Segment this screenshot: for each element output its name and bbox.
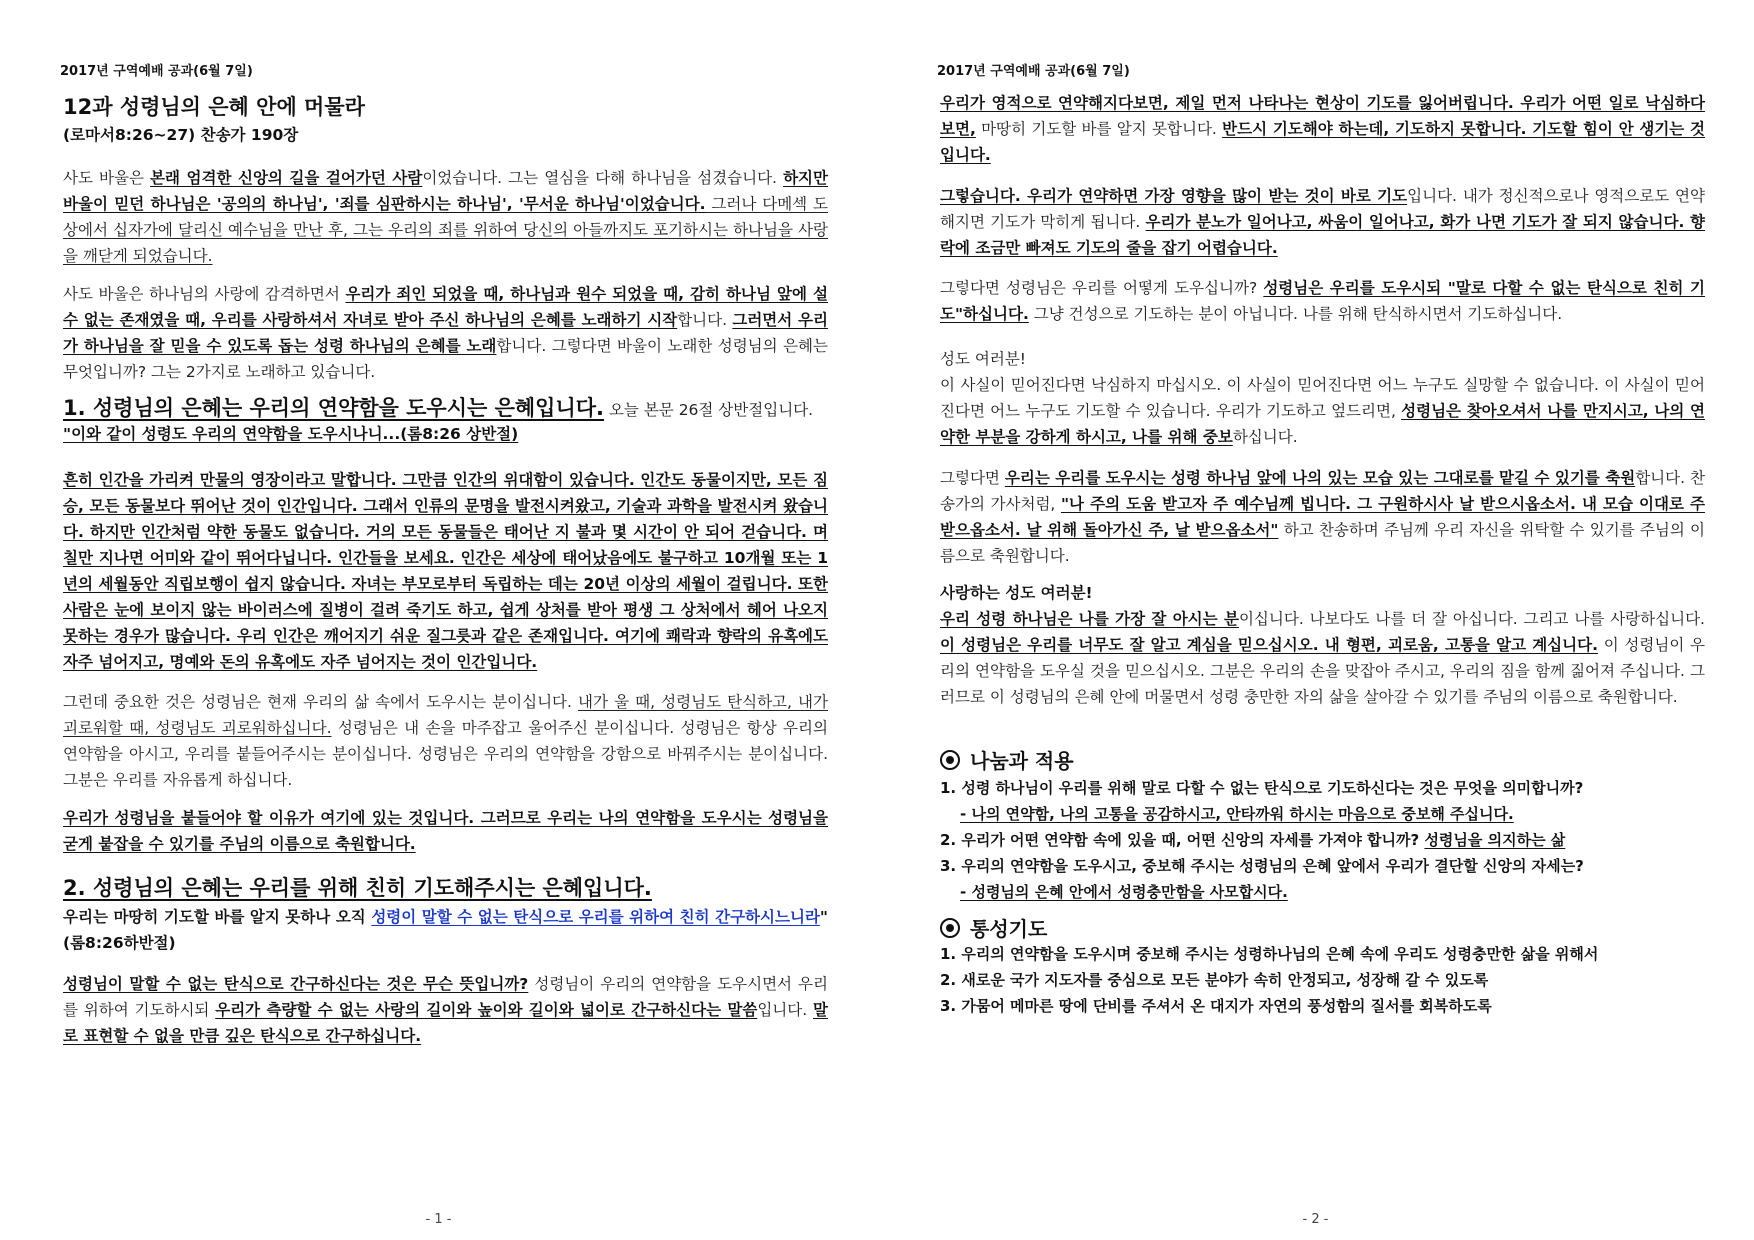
paragraph-2: 사도 바울은 하나님의 사랑에 감격하면서 우리가 죄인 되었을 때, 하나님과 원수 되었을 때, 감히 하나님 앞에 설 수 없는 존재였을 때, 우리를 사랑하셔서 자녀로 받아 주신 하나님의 은혜를 노래하기 시작합니다. 그러면서 우리가 하나님을 잘 믿을 수 있도록 돕는 성령 하나님의 은혜를 노래합니다. 그렇다면 바울이 노래한 성령님의 은혜는 무엇입니까? 그는 2가지로 노래하고 있습니다. bbox=[63, 285, 828, 381]
paragraph-3: 그렇다면 성령님은 우리를 어떻게 도우십니까? 성령님은 우리를 도우시되 "말로 다할 수 없는 탄식으로 친히 기도"하십니다. 그냥 건성으로 기도하는 분이 아닙니다. 나를 위해 탄식하시면서 기도하십니다. bbox=[940, 279, 1705, 323]
greeting: 성도 여러분! bbox=[940, 350, 1027, 368]
paragraph-5: 우리가 성령님을 붙들어야 할 이유가 여기에 있는 것입니다. 그러므로 우리는 나의 연약함을 도우시는 성령님을 굳게 붙잡을 수 있기를 주님의 이름으로 축원합니다. bbox=[63, 809, 828, 853]
target-circle-icon bbox=[940, 750, 960, 770]
page-number: - 1 - bbox=[425, 1212, 452, 1227]
page-header: 2017년 구역예배 공과(6월 7일) bbox=[60, 64, 253, 79]
document-page-2 bbox=[877, 0, 1754, 1240]
paragraph-3: 흔히 인간을 가리켜 만물의 영장이라고 말합니다. 그만큼 인간의 위대함이 있습니다. 인간도 동물이지만, 모든 짐승, 모든 동물보다 뛰어난 것이 인간입니다. 그래서 인류의 문명을 발전시켜왔고, 기술과 과학을 발전시켜 왔습니다. 하지만 인간처럼 약한 동물도 없습니다. 거의 모든 동물들은 태어난 지 불과 몇 시간이 안 되어 걷습니다. 며칠만 지나면 어미와 같이 뛰어다닙니다. 인간들을 보세요. 인간은 세상에 태어났음에도 불구하고 10개월 또는 1년의 세월동안 직립보행이 쉽지 않습니다. 자녀는 부모로부터 독립하는 데는 20년 이상의 세월이 걸립니다. 또한 사람은 눈에 보이지 않는 바이러스에 질병이 걸려 죽기도 하고, 쉽게 상처를 받아 평생 그 상처에서 헤어 나오지 못하는 경우가 많습니다. 우리 인간은 깨어지기 쉬운 질그릇과 같은 존재입니다. 여기에 쾌락과 향락의 유혹에도 자주 넘어지고, 명예와 돈의 유혹에도 자주 넘어지는 것이 인간입니다. bbox=[63, 471, 828, 671]
paragraph-4: 그런데 중요한 것은 성령님은 현재 우리의 삶 속에서 도우시는 분이십니다. 내가 울 때, 성령님도 탄식하고, 내가 괴로워할 때, 성령님도 괴로워하십니다. 성령님은 내 손을 마주잡고 울어주신 분이십니다. 성령님은 항상 우리의 연약함을 아시고, 우리를 붙들어주시는 분이십니다. 성령님은 우리의 연약함을 강함으로 바꿔주시는 분이십니다. 그분은 우리를 자유롭게 하십니다. bbox=[63, 693, 828, 789]
prayer-item: 2. 새로운 국가 지도자를 중심으로 모든 분야가 속히 안정되고, 성장해 갈 수 있도록 bbox=[940, 971, 1489, 989]
section-heading-1-text: 1. 성령님의 은혜는 우리의 연약함을 도우시는 은혜입니다. bbox=[63, 396, 605, 420]
section-heading-1: 1. 성령님의 은혜는 우리의 연약함을 도우시는 은혜입니다. 오늘 본문 26절 상반절입니다. bbox=[63, 396, 814, 420]
paragraph-5: 그렇다면 우리는 우리를 도우시는 성령 하나님 앞에 나의 있는 모습 있는 그대로를 맡길 수 있기를 축원합니다. 찬송가의 가사처럼, "나 주의 도움 받고자 주 예수님께 빕니다. 그 구원하시사 날 받으시옵소서. 내 모습 이대로 주 받으옵소서. 날 위해 돌아가신 주, 날 받으옵소서" 하고 찬송하며 주님께 우리 자신을 위탁할 수 있기를 주님의 이름으로 축원합니다. bbox=[940, 469, 1706, 565]
question-1: 1. 성령 하나님이 우리를 위해 말로 다할 수 없는 탄식으로 기도하신다는 것은 무엇을 의미합니까? bbox=[940, 779, 1584, 797]
paragraph-6: 사랑하는 성도 여러분! 우리 성령 하나님은 나를 가장 잘 아시는 분이십니다. 나보다도 나를 더 잘 아십니다. 그리고 나를 사랑하십니다. 이 성령님은 우리를 너무도 잘 알고 계심을 믿으십시오. 내 형편, 괴로움, 고통을 알고 계십니다. 이 성령님이 우리의 연약함을 도우실 것을 믿으십시오. 그분은 우리의 손을 맞잡아 주시고, 우리의 짐을 함께 짊어져 주십니다. 그러므로 이 성령님의 은혜 안에 머물면서 성령 충만한 자의 삶을 살아갈 수 있기를 주님의 이름으로 축원합니다. bbox=[940, 584, 1705, 706]
paragraph-6: 성령님이 말할 수 없는 탄식으로 간구하신다는 것은 무슨 뜻입니까? 성령님이 우리의 연약함을 도우시면서 우리를 위하여 기도하시되 우리가 측량할 수 없는 사랑의 길이와 높이와 길이와 넓이로 간구하신다는 말씀입니다. 말로 표현할 수 없을 만큼 깊은 탄식으로 간구하십니다. bbox=[63, 975, 829, 1045]
prayer-section-title: 통성기도 bbox=[940, 913, 1705, 942]
prayer-list bbox=[940, 941, 1705, 1019]
question-2: 2. 우리가 어떤 연약함 속에 있을 때, 어떤 신앙의 자세를 가져야 합니까? 성령님을 의지하는 삶 bbox=[940, 831, 1566, 849]
sharing-questions bbox=[940, 775, 1705, 905]
target-circle-icon bbox=[940, 918, 960, 938]
page-header: 2017년 구역예배 공과(6월 7일) bbox=[937, 64, 1130, 79]
page-number: - 2 - bbox=[1302, 1212, 1329, 1227]
greeting: 사랑하는 성도 여러분! bbox=[940, 584, 1093, 602]
answer-3: - 성령님의 은혜 안에서 성령충만함을 사모합시다. bbox=[960, 883, 1288, 901]
prayer-item: 3. 가뭄어 메마른 땅에 단비를 주셔서 온 대지가 자연의 풍성함의 질서를 회복하도록 bbox=[940, 997, 1492, 1015]
scripture-verse-2: 우리는 마땅히 기도할 바를 알지 못하나 오직 성령이 말할 수 없는 탄식으로 우리를 위하여 친히 간구하시느니라"(롬8:26하반절) bbox=[63, 908, 828, 952]
paragraph-2: 그렇습니다. 우리가 연약하면 가장 영향을 많이 받는 것이 바로 기도입니다. 내가 정신적으로나 영적으로도 연약해지면 기도가 막히게 됩니다. 우리가 분노가 일어나고, 싸움이 일어나고, 화가 나면 기도가 잘 되지 않습니다. 향락에 조금만 빠져도 기도의 줄을 잡기 어렵습니다. bbox=[940, 187, 1706, 257]
question-3: 3. 우리의 연약함을 도우시고, 중보해 주시는 성령님의 은혜 앞에서 우리가 결단할 신앙의 자세는? bbox=[940, 857, 1584, 875]
scripture-verse-1: "이와 같이 성령도 우리의 연약함을 도우시나니...(롬8:26 상반절) bbox=[63, 425, 519, 443]
prayer-item: 1. 우리의 연약함을 도우시며 중보해 주시는 성령하나님의 은혜 속에 우리도 성령충만한 삶을 위해서 bbox=[940, 945, 1599, 963]
section-heading-2: 2. 성령님의 은혜는 우리를 위해 친히 기도해주시는 은혜입니다. bbox=[63, 876, 652, 900]
sharing-section-title: 나눔과 적용 bbox=[940, 745, 1705, 774]
lesson-subtitle: (로마서8:26~27) 찬송가 190장 bbox=[63, 126, 299, 144]
lesson-title: 12과 성령님의 은혜 안에 머물라 bbox=[63, 95, 365, 119]
paragraph-1: 우리가 영적으로 연약해지다보면, 제일 먼저 나타나는 현상이 기도를 잃어버립니다. 우리가 어떤 일로 낙심하다보면, 마땅히 기도할 바를 알지 못합니다. 반드시 기도해야 하는데, 기도하지 못합니다. 기도할 힘이 안 생기는 것입니다. bbox=[940, 94, 1705, 164]
paragraph-4: 성도 여러분! 이 사실이 믿어진다면 낙심하지 마십시오. 이 사실이 믿어진다면 어느 누구도 실망할 수 없습니다. 이 사실이 믿어진다면 어느 누구도 기도할 수 있습니다. 우리가 기도하고 엎드리면, 성령님은 찾아오셔서 나를 만지시고, 나의 연약한 부분을 강하게 하시고, 나를 위해 중보하십니다. bbox=[940, 346, 1705, 450]
answer-1: - 나의 연약함, 나의 고통을 공감하시고, 안타까워 하시는 마음으로 중보해 주십니다. bbox=[960, 805, 1514, 823]
paragraph-1: 사도 바울은 본래 엄격한 신앙의 길을 걸어가던 사람이었습니다. 그는 열심을 다해 하나님을 섬겼습니다. 하지만 바울이 믿던 하나님은 '공의의 하나님', '죄를 심판하시는 하나님', '무서운 하나님'이었습니다. 그러나 다메섹 도상에서 십자가에 달리신 예수님을 만난 후, 그는 우리의 죄를 위하여 당신의 아들까지도 포기하시는 하나님을 사랑을 깨닫게 되었습니다. bbox=[63, 169, 829, 265]
